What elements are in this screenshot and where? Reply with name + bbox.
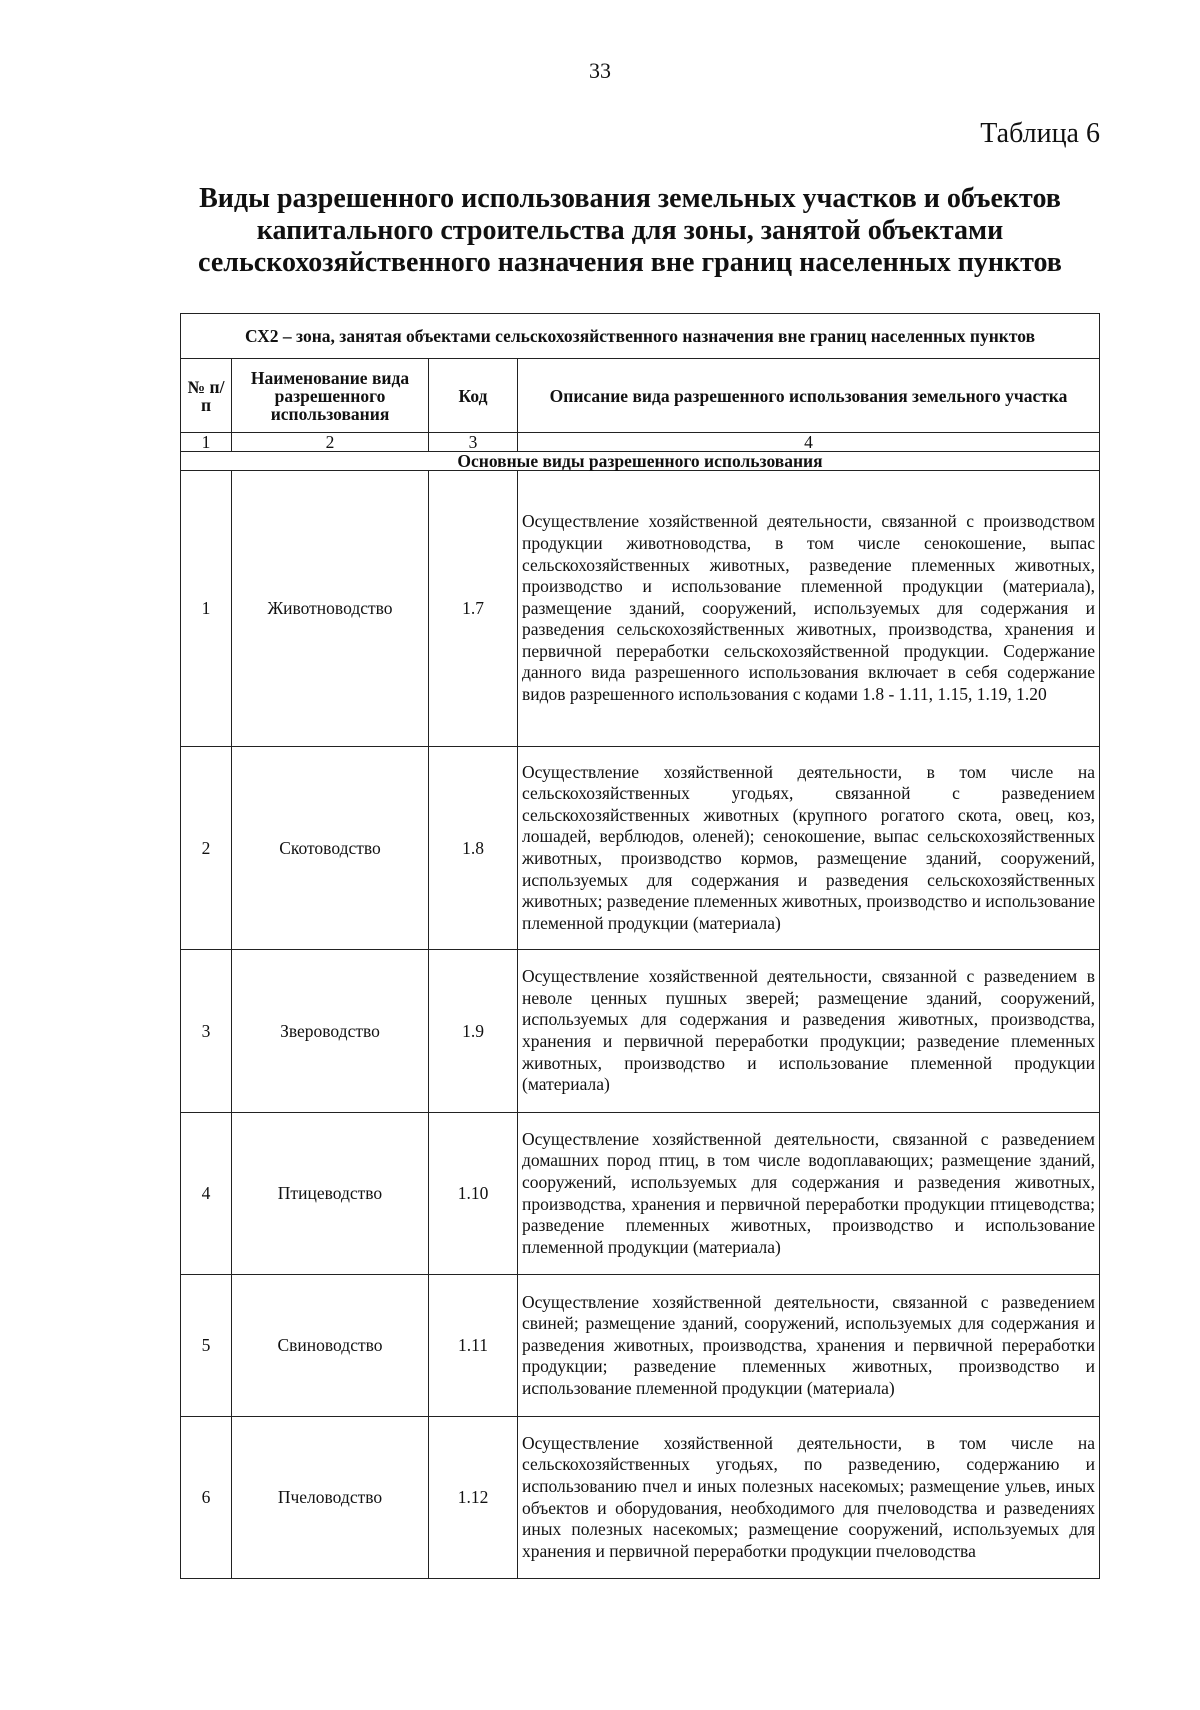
row-code: 1.8 [429,747,518,950]
table-row [181,471,1100,747]
row-name: Животноводство [232,471,429,747]
table-row [181,1275,1100,1417]
row-name: Звероводство [232,950,429,1113]
zone-title: СХ2 – зона, занятая объектами сельскохозяйственного назначения вне границ населенных пунктов [181,314,1100,359]
row-code: 1.11 [429,1275,518,1417]
column-number: 2 [232,433,429,452]
header-description: Описание вида разрешенного использования земельного участка [518,359,1100,433]
row-description: Осуществление хозяйственной деятельности, связанной с разведением в неволе ценных пушных зверей; размещение зданий, сооружений, используемых для содержания и разведения животных, производства, хранения и первичной переработки продукции; разведение племенных животных, производство и использование племенной продукции (материала) [518,950,1100,1113]
row-number: 3 [181,950,232,1113]
title-line: сельскохозяйственного назначения вне границ населенных пунктов [198,247,1062,278]
row-code: 1.12 [429,1417,518,1579]
row-code: 1.10 [429,1113,518,1275]
row-number: 6 [181,1417,232,1579]
column-number: 3 [429,433,518,452]
table-row [181,950,1100,1113]
table-label: Таблица 6 [980,118,1100,149]
row-number: 5 [181,1275,232,1417]
column-number: 4 [518,433,1100,452]
row-name: Птицеводство [232,1113,429,1275]
row-code: 1.7 [429,471,518,747]
row-number: 4 [181,1113,232,1275]
row-name: Скотоводство [232,747,429,950]
land-use-table [180,313,1100,1579]
column-number: 1 [181,433,232,452]
table-row [181,1113,1100,1275]
row-number: 2 [181,747,232,950]
row-code: 1.9 [429,950,518,1113]
table-row [181,747,1100,950]
row-description: Осуществление хозяйственной деятельности, в том числе на сельскохозяйственных угодьях, связанной с разведением сельскохозяйственных животных (крупного рогатого скота, овец, коз, лошадей, верблюдов, оленей); сенокошение, выпас сельскохозяйственных животных, производство кормов, размещение зданий, сооружений, используемых для содержания и разведения сельскохозяйственных животных; разведение племенных животных, производство и использование племенной продукции (материала) [518,747,1100,950]
row-name: Пчеловодство [232,1417,429,1579]
row-description: Осуществление хозяйственной деятельности, связанной с разведением свиней; размещение зданий, сооружений, используемых для содержания и разведения животных, производства, хранения и первичной переработки продукции; разведение племенных животных, производство и использование племенной продукции (материала) [518,1275,1100,1417]
row-name: Свиноводство [232,1275,429,1417]
row-description: Осуществление хозяйственной деятельности, связанной с разведением домашних пород птиц, в том числе водоплавающих; размещение зданий, сооружений, используемых для содержания и разведения животных, производства, хранения и первичной переработки продукции птицеводства; разведение племенных животных, производство и использование племенной продукции (материала) [518,1113,1100,1275]
section-title: Основные виды разрешенного использования [181,452,1100,471]
row-description: Осуществление хозяйственной деятельности, связанной с производством продукции животноводства, в том числе сенокошение, выпас сельскохозяйственных животных, разведение племенных животных, производство и использование племенной продукции (материала), размещение зданий, сооружений, используемых для содержания и разведения сельскохозяйственных животных, производства, хранения и первичной переработки сельскохозяйственной продукции. Содержание данного вида разрешенного использования включает в себя содержание видов разрешенного использования с кодами 1.8 - 1.11, 1.15, 1.19, 1.20 [518,471,1100,747]
title-line: капитального строительства для зоны, занятой объектами [256,215,1004,246]
header-code: Код [429,359,518,433]
header-name: Наименование вида разрешенного использования [232,359,429,433]
title-line: Виды разрешенного использования земельных участков и объектов [199,183,1061,214]
document-title [150,183,1110,279]
row-number: 1 [181,471,232,747]
header-num: № п/п [181,359,232,433]
page-number: 33 [589,58,611,83]
table-row [181,1417,1100,1579]
row-description: Осуществление хозяйственной деятельности, в том числе на сельскохозяйственных угодьях, по разведению, содержанию и использованию пчел и иных полезных насекомых; размещение ульев, иных объектов и оборудования, необходимого для пчеловодства и разведениях иных полезных насекомых; размещение сооружений, используемых для хранения и первичной переработки продукции пчеловодства [518,1417,1100,1579]
